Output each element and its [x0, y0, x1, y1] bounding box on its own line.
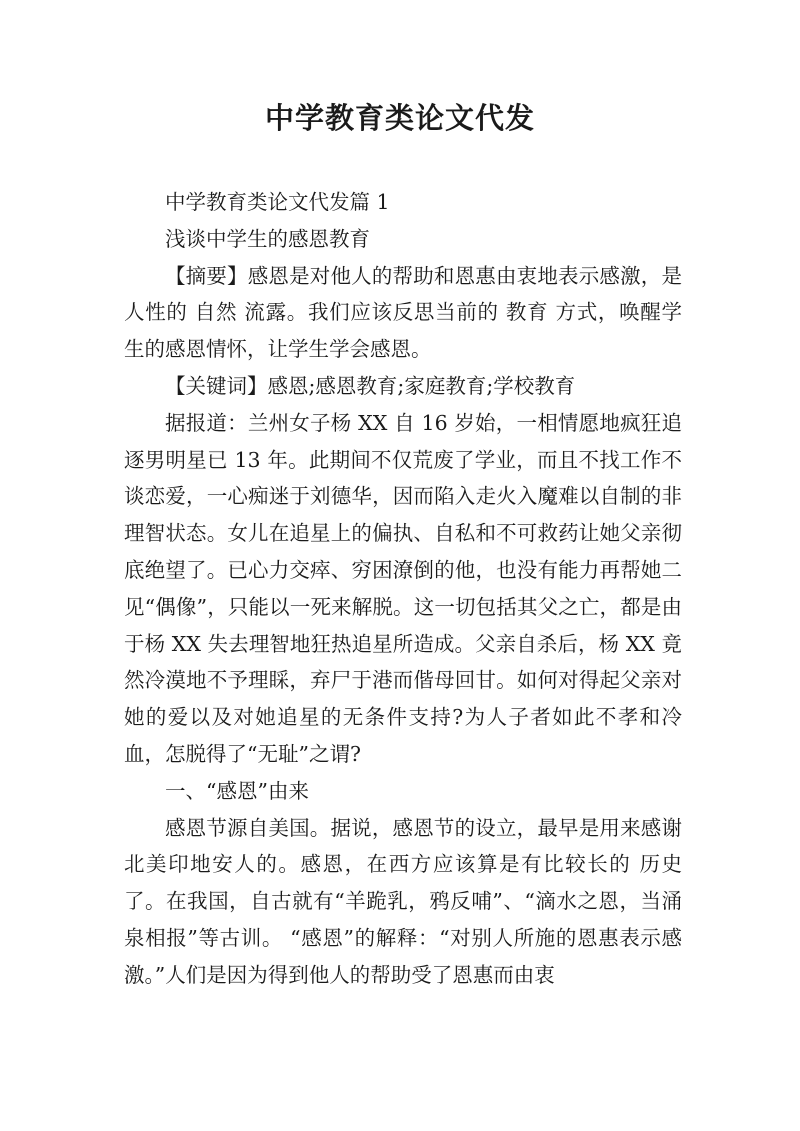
- keywords-paragraph: 【关键词】感恩;感恩教育;家庭教育;学校教育: [165, 373, 576, 398]
- article-heading: 中学教育类论文代发篇 1: [165, 190, 390, 214]
- article-subtitle: 浅谈中学生的感恩教育: [165, 226, 370, 251]
- body-paragraph: 据报道：兰州女子杨 XX 自 16 岁始，一相情愿地疯狂追逐男明星已 13 年。此期间不仅荒废了学业，而且不找工作不谈恋爱，一心痴迷于刘德华，因而陷入走火入魔难以自制的非理智状态。女儿在追星上的偏执、自私和不可救药让她父亲彻底绝望了。已心力交瘁、穷困潦倒的他，也没有能力再帮她二见“偶像”，只能以一死来解脱。这一切包括其父之亡，都是由于杨 XX 失去理智地狂热追星所造成。父亲自杀后，杨 XX 竟然冷漠地不予理睬，弃尸于港而偕母回甘。如何对得起父亲对她的爱以及对她追星的无条件支持?为人子者如此不孝和冷血，怎脱得了“无耻”之谓?: [124, 410, 682, 766]
- abstract-paragraph: 【摘要】感恩是对他人的帮助和恩惠由衷地表示感激，是人性的 自然 流露。我们应该反思当前的 教育 方式，唤醒学生的感恩情怀，让学生学会感恩。: [124, 263, 682, 362]
- section-heading: 一、“感恩”由来: [165, 778, 309, 803]
- document-title: 中学教育类论文代发: [264, 101, 535, 135]
- document-body: [124, 184, 682, 994]
- body-paragraph: 感恩节源自美国。据说，感恩节的设立，最早是用来感谢北美印地安人的。感恩，在西方应该算是有比较长的 历史 了。在我国，自古就有“羊跪乳，鸦反哺”、“滴水之恩，当涌泉相报”等古训。 “感恩”的解释：“对别人所施的恩惠表示感激。”人们是因为得到他人的帮助受了恩惠而由衷: [124, 815, 682, 987]
